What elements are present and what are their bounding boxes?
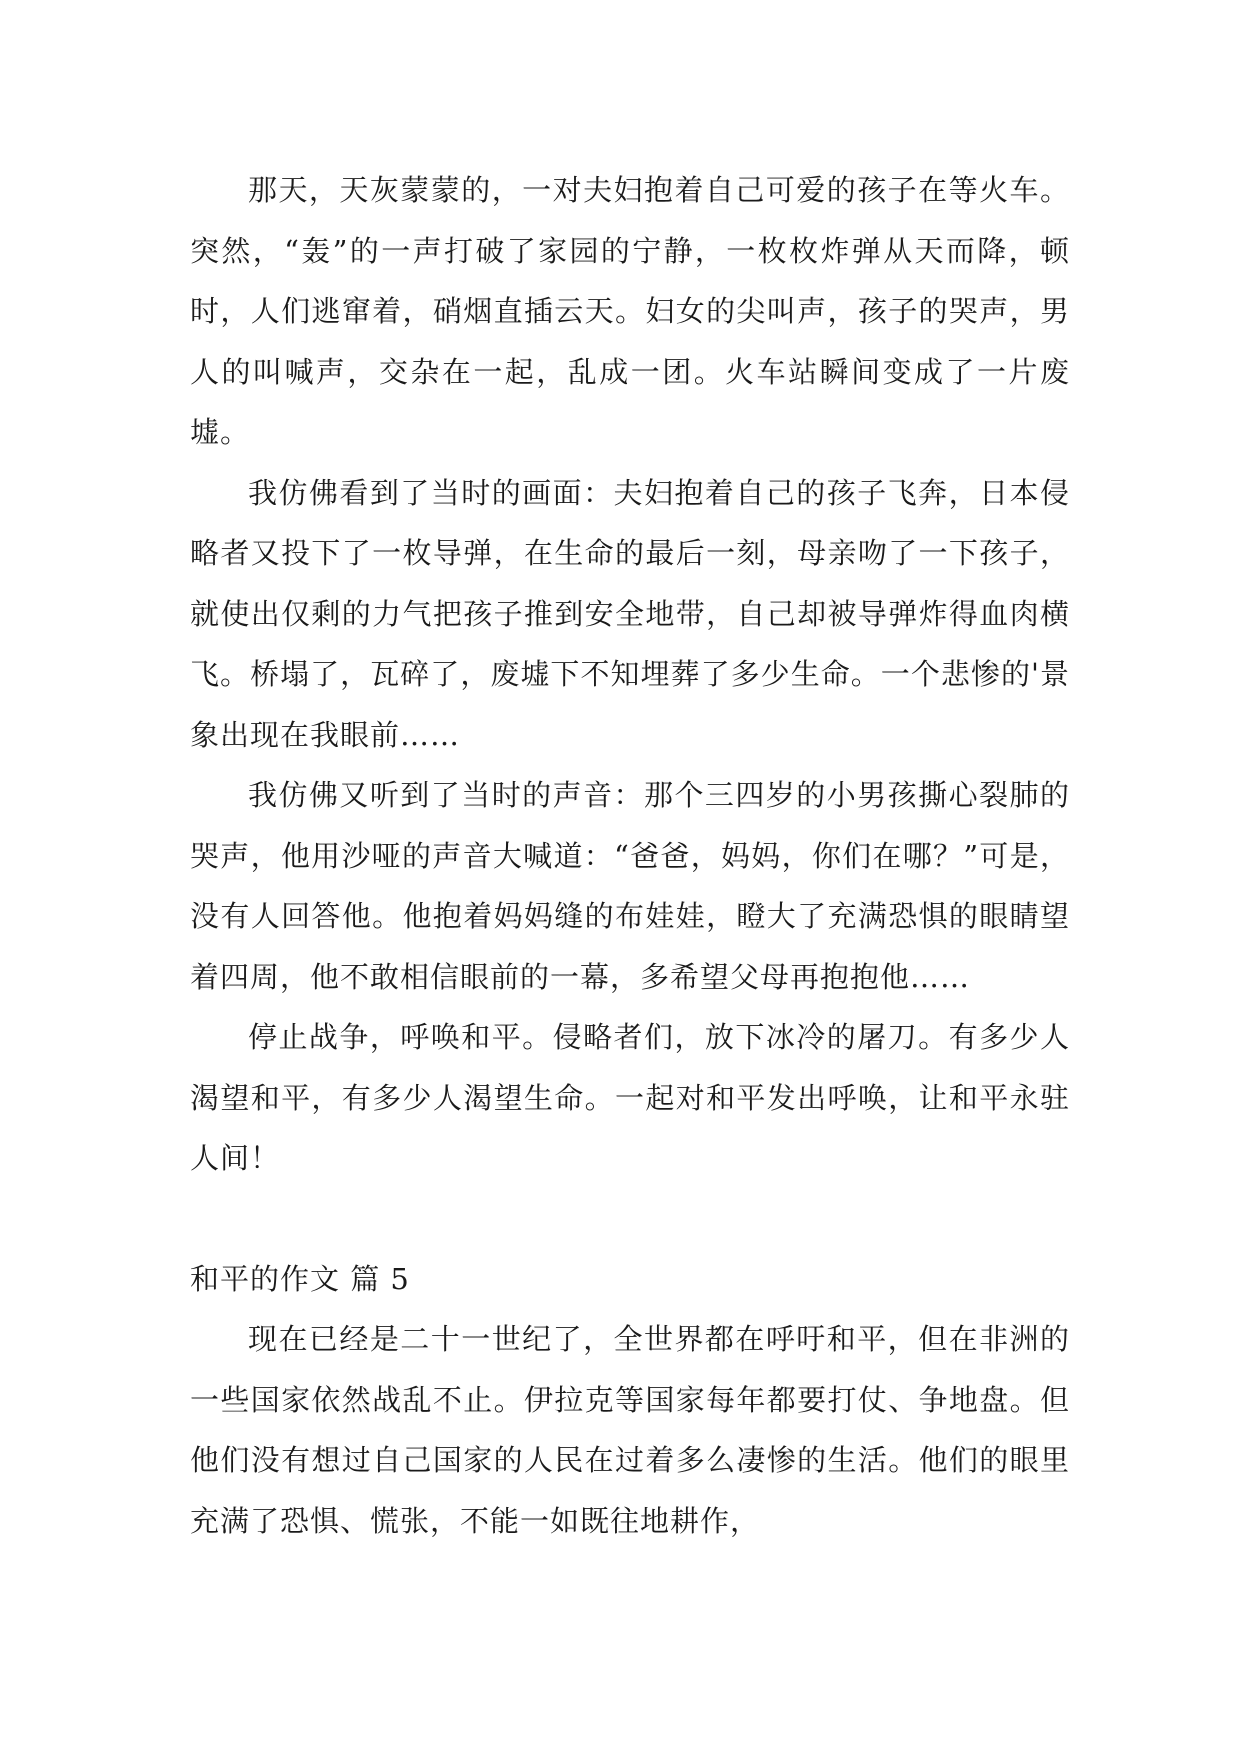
paragraph-imagined-scene: 我仿佛看到了当时的画面：夫妇抱着自己的孩子飞奔，日本侵略者又投下了一枚导弹，在生命的最后一刻，母亲吻了一下孩子，就使出仅剩的力气把孩子推到安全地带，自己却被导弹炸得血肉横飞。桥塌了，瓦碎了，废墟下不知埋葬了多少生命。一个悲惨的'景象出现在我眼前…… bbox=[190, 475, 1070, 752]
section-heading: 和平的作文 篇 5 bbox=[190, 1261, 410, 1296]
document-page bbox=[190, 160, 1070, 1551]
section-spacer bbox=[190, 1189, 1070, 1249]
paragraph-call-for-peace: 停止战争，呼唤和平。侵略者们，放下冰冷的屠刀。有多少人渴望和平，有多少人渴望生命。一起对和平发出呼唤，让和平永驻人间！ bbox=[190, 1020, 1070, 1175]
paragraph-train-station: 那天，天灰蒙蒙的，一对夫妇抱着自己可爱的孩子在等火车。突然，“轰”的一声打破了家园的宁静，一枚枚炸弹从天而降，顿时，人们逃窜着，硝烟直插云天。妇女的尖叫声，孩子的哭声，男人的叫喊声，交杂在一起，乱成一团。火车站瞬间变成了一片废墟。 bbox=[190, 173, 1070, 449]
paragraph-twenty-first-century: 现在已经是二十一世纪了，全世界都在呼吁和平，但在非洲的一些国家依然战乱不止。伊拉克等国家每年都要打仗、争地盘。但他们没有想过自己国家的人民在过着多么凄惨的生活。他们的眼里充满了恐惧、慌张，不能一如既往地耕作， bbox=[190, 1322, 1070, 1538]
paragraph-imagined-sound: 我仿佛又听到了当时的声音：那个三四岁的小男孩撕心裂肺的哭声，他用沙哑的声音大喊道：“爸爸，妈妈，你们在哪？”可是，没有人回答他。他抱着妈妈缝的布娃娃，瞪大了充满恐惧的眼睛望着四周，他不敢相信眼前的一幕，多希望父母再抱抱他…… bbox=[190, 778, 1070, 994]
